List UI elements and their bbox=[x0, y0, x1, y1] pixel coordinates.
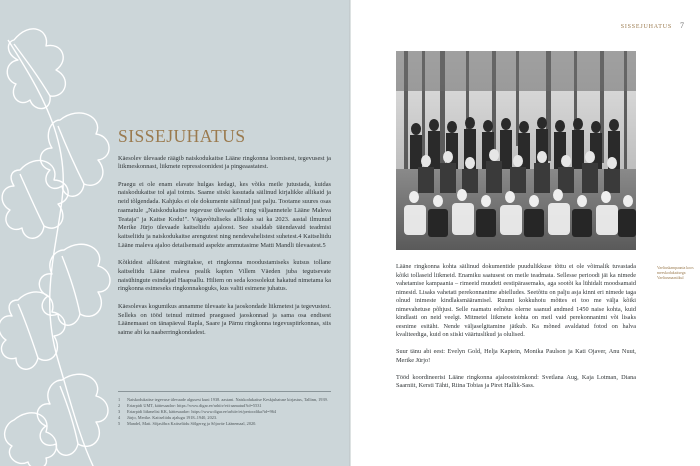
left-text-column bbox=[118, 128, 331, 346]
right-text-column bbox=[396, 263, 636, 399]
footnote-text: Jürjo, Merike. Kaitseliidu ajalugu 1918–1940, 2023. bbox=[127, 414, 218, 420]
footnote-number: 3 bbox=[118, 408, 121, 414]
footnote-text: Eriarpidi UMT, kättesaadav: https://www.digar.ee/arhiiv/et/raamatud?id=5531 bbox=[127, 402, 262, 408]
right-page bbox=[351, 0, 700, 466]
group-photo bbox=[396, 51, 636, 250]
group-photo-image bbox=[396, 51, 636, 250]
footnotes bbox=[118, 391, 331, 427]
footnote-number: 2 bbox=[118, 402, 121, 408]
left-paragraph: Kõikidest allikatest märgitakse, et ringkonna moodustamiseks kutsus tollane kaitseliidu Lääne maleva pealik kapten Villem Väeden juba tegutsevate naisühingute esindajad Haapsallu. Hiliem on seda koosolekut hakatud nimetama ka ringkonna esimeseks ringkonnakoguks, kus valiti esimene juhatus. bbox=[118, 259, 331, 293]
left-body-text bbox=[118, 155, 331, 338]
footnote-text: Mandel, Mati. Sõjasõbra Kaitseliidu Sõlgereg ja Sõjaväe Läänemaal, 2020. bbox=[127, 420, 257, 426]
footnote-number: 5 bbox=[118, 420, 121, 426]
right-paragraph: Suur tänu abi eest: Evelyn Gold, Helja Kaptein, Monika Paulson ja Kati Ojaver, Anu Nuut, Merike Jürjo! bbox=[396, 348, 636, 364]
footnote-number: 4 bbox=[118, 414, 121, 420]
left-paragraph: Käesolev ülevaade räägib naiskodukaitse Lääne ringkonna loomisest, tegevusest ja liikmeskonnast, liikmete repressioonidest ja pingeaastatest. bbox=[118, 154, 331, 171]
running-head-title: SISSEJUHATUS bbox=[620, 24, 672, 30]
oak-leaf-ornament-icon bbox=[0, 0, 120, 466]
running-head bbox=[621, 21, 684, 30]
left-paragraph: Käesolevas kogumikus annamme ülevaate ka jaoskondade liikmetest ja tegevustest. Selleks on tööd teinud mitmed praegused jaoskonnad ja sama osa endisest Läänemaast on tänapäeval Rapla, Saare ja Pärnu ringkonna tegevuspiirkonnas, siis saime abi ka naaberringkondadest. bbox=[118, 302, 331, 337]
left-paragraph: Praegu ei ole enam elavate hulgas kedagi, kes võiks meile jutustada, kuidas naiskodukaitse tol ajal toimis. Saame siiski kasutada säilinud kirjalikke allikaid ja neid tõlgendada. Kahjuks ei ole dokumente säilinud just palju. Tootame suures osas raamatule „Naiskodukaitse tegevuse ülevaade"1 ning väljaannetele Lääne Maleva Teataja" ja Kaitse Kodu!". Vägavõtuliseks allikaks sai ka 2023. aastal ilmunud Merike Jürjo ülevaade kaitseliidu ajaloost. See sisaldab täiendavaid teadmisi kaitseliidu ja naiskodukaitse arengutest ning nendevahelistest suhetest.4 Kaitseliidu Lääne maleva ajaloo detailsemaid aspekte ammutasime Matti Mandli ülevaatest.5 bbox=[118, 180, 331, 249]
footnote-text: Eriarpidi liikmelisi KK, kättesaadav: https://www.digar.ee/arhiiv/et/perioodika?id=964 bbox=[127, 408, 277, 414]
photo-caption: Vaeltuskampaania koos meeskodukaitsega Vaeltusmaastikul bbox=[657, 266, 694, 281]
footnote-text: Naiskodukaitse tegevuse ülevaade algusest kuni 1938. aastani. Naiskodukaitse Keskjuhatuse kirjastus, Tallinn, 1939. bbox=[127, 397, 328, 402]
right-paragraph: Lääne ringkonna kohta säilinud dokumentide puudulikkuse tõttu ei ole võimalik tuvastada kõiki tollaseid liikmeid. Enamiku saatusest on meile teadmata. Sellesse perioodi jäi ka nimede vahetamise kampaania – rimeeid muudeti eestipärasemaks, aga sootõi ka lühidalt moodsamaid nimesid. Lisaks vahetati perekonnanime abielludes. Seetõttu on palju asja kinni eri nimede taga olnud inimeste kindlaksmääramisel. Ruumi kokkuhoiu mõttes ei too me välja kõiki nimevahetuse põhjusi. Selle raamatu eelnõus olerne saanud andmed 1450 naise kohta, kuid kindlasti on neid veelgi. Mitmetel liikmete kohta on meil vaid perekonnanimi või lisaks eesnime esitäht. Nende väljaselgitamine jätkub. Ka mõned avaldatud fotod on halva kvaliteediga, kuid on siiski väärtuslikud ja olulised. bbox=[396, 263, 636, 339]
page-number: 7 bbox=[680, 21, 684, 30]
footnote-number: 1 bbox=[118, 397, 121, 402]
right-paragraph: Tööd koordineerisi Lääne ringkonna ajaloostoimkond: Svetlana Aug, Kaja Lotman, Diana Saarniit, Kersti Tähti, Riina Tobias ja Piret Hallik-Sass. bbox=[396, 373, 636, 390]
footnote bbox=[118, 421, 331, 427]
chapter-title: SISSEJUHATUS bbox=[118, 126, 246, 146]
